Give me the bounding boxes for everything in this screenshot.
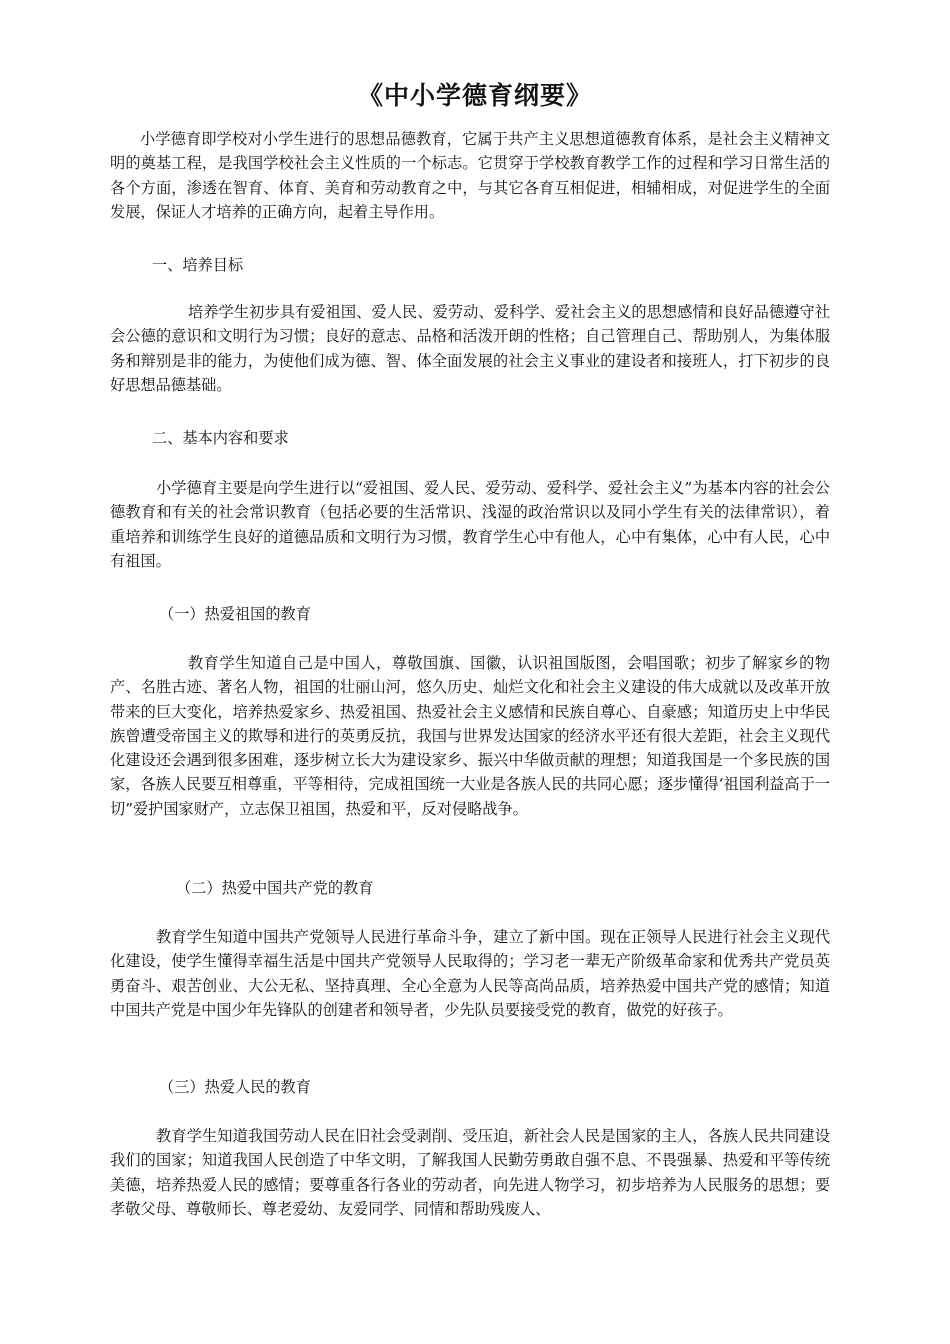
subsection-heading-party: （二）热爱中国共产党的教育 [176, 879, 374, 897]
content-paragraph: 小学德育主要是向学生进行以“爱祖国、爱人民、爱劳动、爱科学、爱社会主义”为基本内容的社会公德教育和有关的社会常识教育（包括必要的生活常识、浅湿的政治常识以及同小学生有关的法律常识），着重培养和训练学生良好的道德品质和文明行为习惯，教育学生心中有他人，心中有集体，心中有人民，心中有祖国。 [110, 479, 830, 570]
people-paragraph: 教育学生知道我国劳动人民在旧社会受剥削、受压迫，新社会人民是国家的主人，各族人民共同建设我们的国家；知道我国人民创造了中华文明，了解我国人民勤劳勇敢自强不息、不畏强暴、热爱和平等传统美德，培养热爱人民的感情；要尊重各行各业的劳动者，向先进人物学习，初步培养为人民服务的思想；要孝敬父母、尊敬师长、尊老爱幼、友爱同学、同情和帮助残废人、 [110, 1127, 830, 1218]
motherland-paragraph: 教育学生知道自己是中国人，尊敬国旗、国徽，认识祖国版图，会唱国歌；初步了解家乡的物产、名胜古迹、著名人物，祖国的壮丽山河，悠久历史、灿烂文化和社会主义建设的伟大成就以及改革开放带来的巨大变化，培养热爱家乡、热爱祖国、热爱社会主义感情和民族自尊心、自豪感；知道历史上中华民族曾遭受帝国主义的欺辱和进行的英勇反抗，我国与世界发达国家的经济水平还有很大差距，社会主义现代化建设还会遇到很多困难，逐步树立长大为建设家乡、振兴中华做贡献的理想；知道我国是一个多民族的国家，各族人民要互相尊重，平等相待，完成祖国统一大业是各族人民的共同心愿；逐步懂得‘祖国利益高于一切”爱护国家财产，立志保卫祖国，热爱和平，反对侵略战争。 [110, 654, 830, 818]
party-paragraph: 教育学生知道中国共产党领导人民进行革命斗争，建立了新中国。现在正领导人民进行社会主义现代化建设，使学生懂得幸福生活是中国共产党领导人民取得的；学习老一辈无产阶级革命家和优秀共产党员英勇奋斗、艰苦创业、大公无私、坚持真理、全心全意为人民等高尚品质，培养热爱中国共产党的感情；知道中国共产党是中国少年先锋队的创建者和领导者，少先队员要接受党的教育，做党的好孩子。 [110, 928, 830, 1019]
subsection-heading-people: （三）热爱人民的教育 [159, 1078, 311, 1096]
goals-paragraph: 培养学生初步具有爱祖国、爱人民、爱劳动、爱科学、爱社会主义的思想感情和良好品德遵守社会公德的意识和文明行为习惯；良好的意志、品格和活泼开朗的性格；自己管理自己、帮助别人，为集体服务和辩别是非的能力，为使他们成为德、智、体全面发展的社会主义事业的建设者和接班人，打下初步的良好思想品德基础。 [110, 303, 830, 394]
document-title: 《中小学德育纲要》 [357, 81, 592, 110]
section-heading-goals: 一、培养目标 [152, 256, 244, 274]
section-heading-content: 二、基本内容和要求 [152, 429, 289, 447]
subsection-heading-motherland: （一）热爱祖国的教育 [159, 605, 311, 623]
intro-paragraph: 小学德育即学校对小学生进行的思想品德教育，它属于共产主义思想道德教育体系，是社会主义精神文明的奠基工程，是我国学校社会主义性质的一个标志。它贯穿于学校教育教学工作的过程和学习日常生活的各个方面，渗透在智育、体育、美育和劳动教育之中，与其它各育互相促进，相辅相成，对促进学生的全面发展，保证人才培养的正确方向，起着主导作用。 [110, 130, 830, 221]
